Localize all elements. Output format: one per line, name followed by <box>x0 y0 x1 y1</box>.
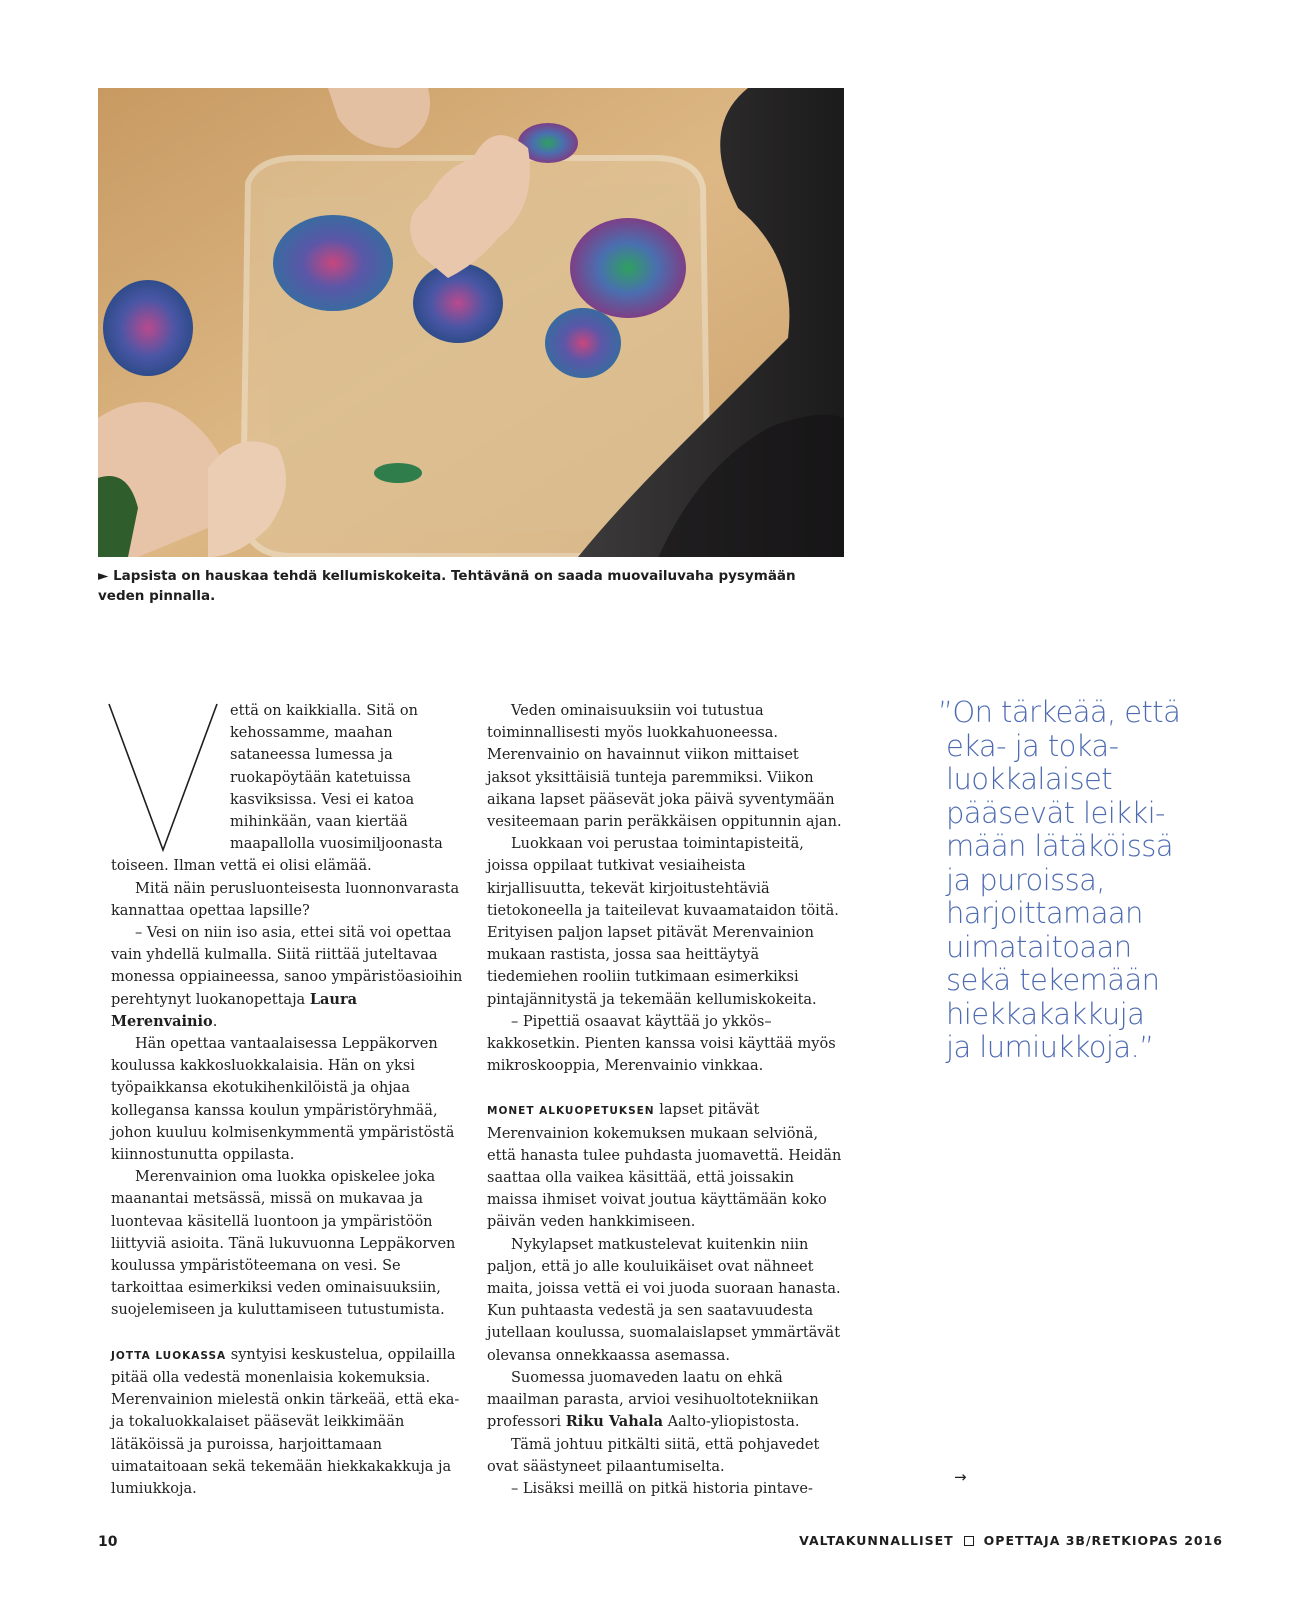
paragraph: – Pipettiä osaavat käyttää jo ykkös–kakkosetkin. Pienten kanssa voisi käyttää myös mikroskooppia, Merenvainio vinkkaa. <box>487 1013 836 1075</box>
article-column-2 <box>487 700 845 1500</box>
article-column-1 <box>107 700 468 1500</box>
pull-quote-line: harjoittamaan <box>946 896 1143 930</box>
photo-illustration <box>98 88 844 557</box>
pull-quote-line: pääsevät leikki- <box>946 795 1165 830</box>
article-photo <box>98 88 844 557</box>
paragraph: Mitä näin perusluonteisesta luonnonvarasta kannattaa opettaa lapsille? <box>111 880 460 919</box>
pull-quote-line: mään lätäköissä <box>946 829 1173 863</box>
paragraph: Veden ominaisuuksiin voi tutustua toiminnallisesti myös luokkahuoneessa. Merenvainio on havainnut viikon mittaiset jaksot yksittäisiä tunteja paremmiksi. Viikon aikana lapset pääsevät joka päivä syventymään vesiteemaan parin peräkkäisen oppitunnin ajan. <box>487 703 842 831</box>
text-span: lapset pitävät Merenvainion kokemuksen mukaan selviönä, että hanasta tulee puhdasta juomavettä. Heidän saattaa olla vaikea käsittää, että joissakin maissa ihmiset voivat joutua käyttämään koko päivän veden hankkimiseen. <box>487 1102 842 1231</box>
pull-quote-line: eka- ja toka- <box>946 728 1119 763</box>
text-span: . <box>212 1013 218 1030</box>
drop-cap <box>107 700 222 854</box>
section-paragraph <box>487 1099 845 1233</box>
publication-name: OPETTAJA 3B/RETKIOPAS 2016 <box>983 1533 1223 1548</box>
text-span: – Vesi on niin iso asia, ettei sitä voi opettaa vain yhdellä kulmalla. Siitä riittää juteltavaa monessa oppiaineessa, sanoo ympäristöasioihin perehtynyt luokanopettaja <box>111 925 463 1008</box>
drop-cap-letter: V <box>107 700 108 701</box>
text-span: syntyisi keskustelua, oppilailla pitää olla vedestä monenlaisia kokemuksia. Merenvainion mielestä onkin tärkeää, että eka- ja tokaluokkalaiset pääsevät leikkimään lätäköissä ja puroissa, harjoittamaan uimataitoaan sekä tekemään hiekkakakkuja ja lumiukkoja. <box>111 1346 460 1497</box>
pull-quote-line: luokkalaiset <box>946 762 1113 796</box>
paragraph: Hän opettaa vantaalaisessa Leppäkorven koulussa kakkosluokkalaisia. Hän on yksi työpaikkansa ekotukihenkilöistä ja ohjaa kollegansa kanssa koulun ympäristöryhmää, johon kuuluu kolmisenkymmentä ympäristöstä kiinnostunutta oppilasta. <box>111 1036 455 1164</box>
continue-arrow-icon: → <box>954 1468 967 1486</box>
text-span: Suomessa juomaveden laatu on ehkä maailman parasta, arvioi vesihuoltotekniikan professori <box>487 1369 819 1431</box>
pull-quote-line: ”On tärkeää, että <box>938 695 1181 729</box>
paragraph: Merenvainion oma luokka opiskelee joka maanantai metsässä, missä on mukavaa ja luontevaa käsitellä luontoon ja ympäristöön liittyviä asioita. Tänä lukuvuonna Leppäkorven koulussa ympäristöteemana on vesi. Se tarkoittaa esimerkiksi veden ominaisuuksiin, suojelemiseen ja kuluttamiseen tutustumista. <box>111 1169 456 1319</box>
person-name: Riku Vahala <box>565 1413 664 1431</box>
section-lead-in: JOTTA LUOKASSA <box>111 1349 227 1362</box>
section-paragraph <box>111 1344 468 1500</box>
pull-quote-line: ja puroissa, <box>946 862 1105 897</box>
paragraph <box>111 922 468 1033</box>
paragraph <box>487 1367 845 1434</box>
person-name: Laura Merenvainio <box>111 990 357 1030</box>
square-separator-icon <box>964 1536 974 1546</box>
paragraph-intro: että on kaikkialla. Sitä on kehossamme, maahan sataneessa lumessa ja ruokapöytään katetuissa kasviksissa. Vesi ei katoa mihinkään, vaan kiertää maapallolla vuosimiljoonasta toiseen. Ilman vettä ei olisi elämää. <box>111 703 443 875</box>
paragraph: Nykylapset matkustelevat kuitenkin niin paljon, että jo alle kouluikäiset ovat nähneet maita, joissa vettä ei voi juoda suoraan hanasta. Kun puhtaasta vedestä ja sen saatavuudesta jutellaan koulussa, suomalaislapset ymmärtävät olevansa onnekkaassa asemassa. <box>487 1236 841 1364</box>
pull-quote-line: sekä tekemään <box>946 963 1160 997</box>
photo-caption: ► Lapsista on hauskaa tehdä kellumiskokeita. Tehtävänä on saada muovailuvaha pysymään veden pinnalla. <box>98 568 796 604</box>
paragraph: Luokkaan voi perustaa toimintapisteitä, joissa oppilaat tutkivat vesiaiheista kirjallisuutta, tekevät kirjoitustehtäviä tietokoneella ja taiteilevat kuvaamataidon töitä. Erityisen paljon lapset pitävät Merenvainion mukaan rastista, jossa saa heittäytyä tiedemiehen rooliin tutkimaan esimerkiksi pintajännitystä ja tekemään kellumiskokeita. <box>487 836 839 1008</box>
section-lead-in: MONET ALKUOPETUKSEN <box>487 1105 655 1118</box>
pull-quote-line: ja lumiukkoja.” <box>946 1030 1154 1064</box>
paragraph: – Lisäksi meillä on pitkä historia pintave- <box>511 1480 813 1497</box>
text-span: Aalto-yliopistosta. <box>663 1414 800 1431</box>
paragraph: Tämä johtuu pitkälti siitä, että pohjavedet ovat säästyneet pilaantumiselta. <box>487 1436 820 1475</box>
page-number: 10 <box>98 1534 118 1550</box>
page-footer <box>799 1533 1223 1548</box>
pull-quote-line: uimataitoaan <box>946 929 1132 964</box>
pull-quote <box>938 695 1216 1065</box>
section-name: VALTAKUNNALLISET <box>799 1533 954 1548</box>
pull-quote-line: hiekkakakkuja <box>946 996 1145 1031</box>
